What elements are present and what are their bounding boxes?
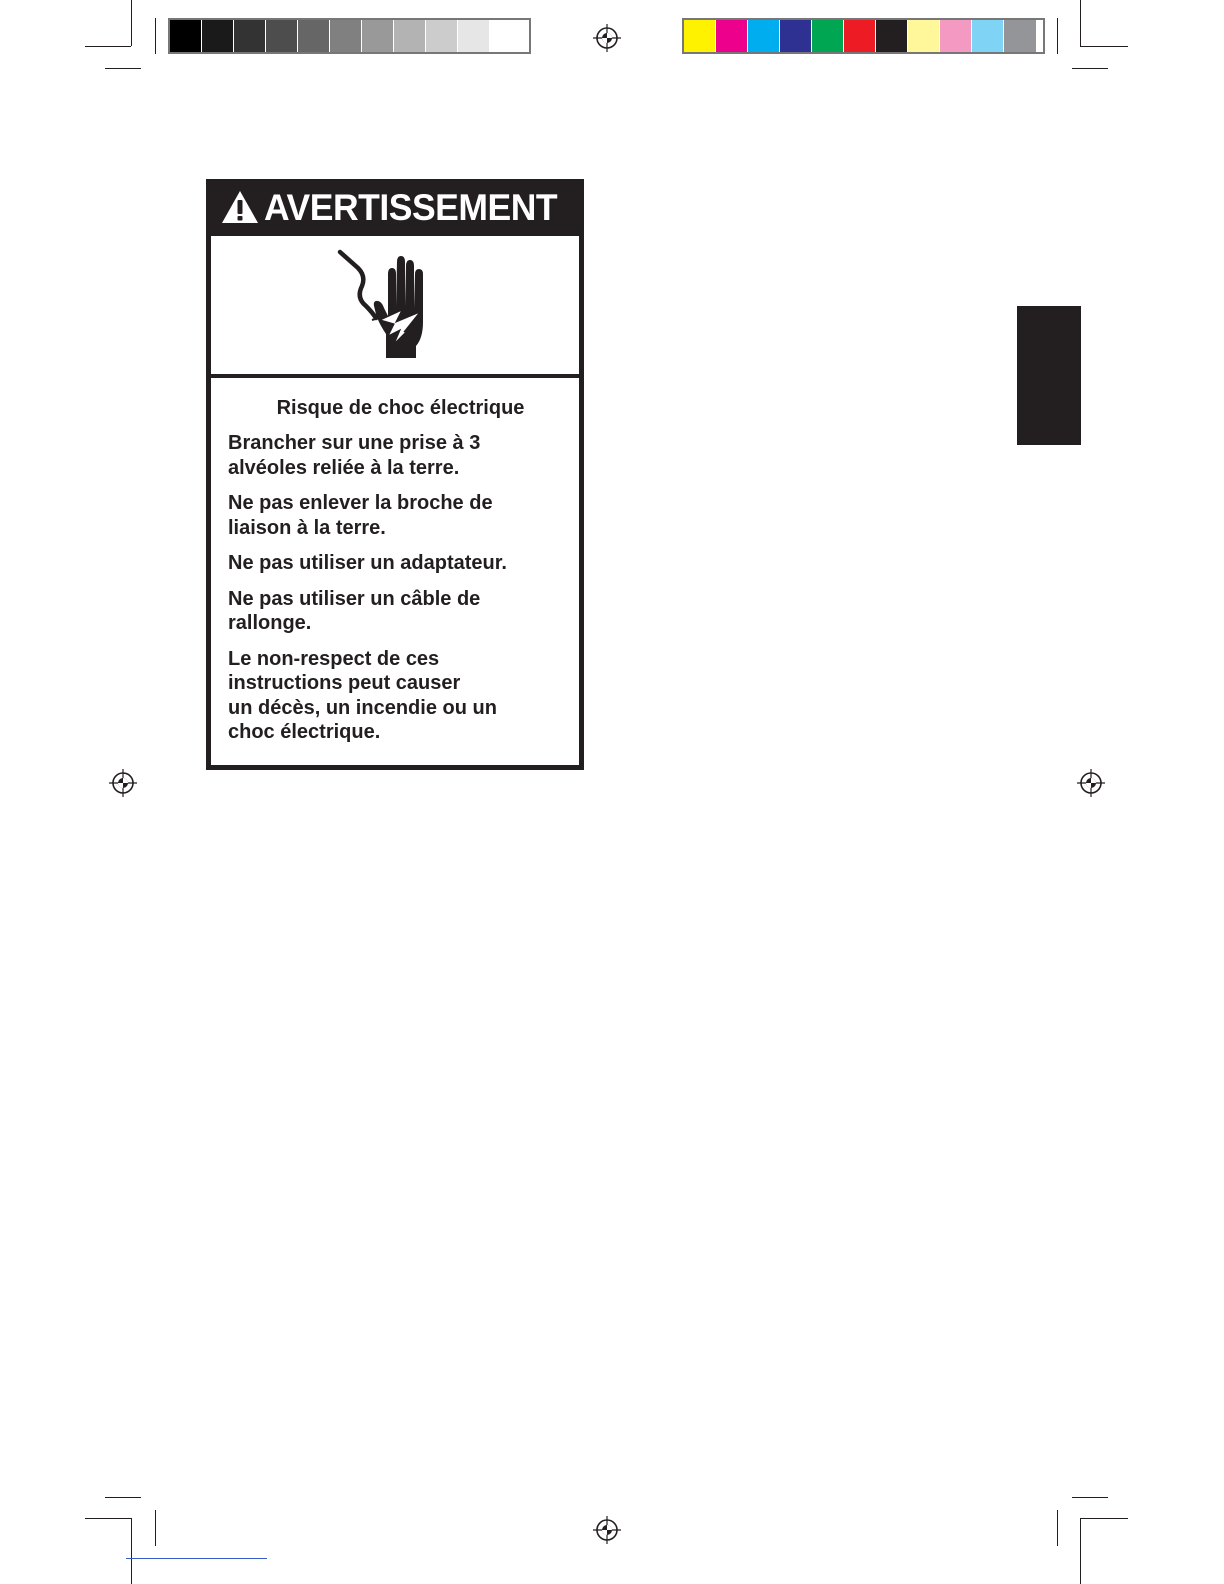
grayscale-calibration-bar (168, 18, 531, 54)
color-swatch (844, 20, 876, 52)
crop-mark (155, 1510, 156, 1546)
color-swatch (362, 20, 394, 52)
warning-paragraph: Brancher sur une prise à 3 alvéoles reliée à la terre. (228, 432, 481, 479)
crop-mark (85, 1518, 131, 1519)
registration-mark-icon (592, 1515, 622, 1545)
warning-header (206, 179, 584, 235)
crop-mark (1080, 46, 1128, 47)
crop-mark (1080, 0, 1081, 46)
electric-shock-hand-icon (336, 248, 446, 360)
crop-mark (105, 1497, 141, 1498)
warning-triangle-icon (220, 189, 260, 225)
color-swatch (972, 20, 1004, 52)
color-swatch (684, 20, 716, 52)
crop-mark (155, 18, 156, 54)
warning-label (206, 179, 584, 770)
warning-paragraph: Le non-respect de ces instructions peut causer un décès, un incendie ou un choc électrique. (228, 647, 497, 743)
crop-mark (131, 0, 132, 46)
color-swatch (490, 20, 522, 52)
hazard-image-panel (211, 236, 579, 374)
warning-text-panel (211, 378, 579, 765)
color-swatch (170, 20, 202, 52)
warning-paragraph: Ne pas utiliser un câble de rallonge. (228, 587, 481, 634)
color-swatch (748, 20, 780, 52)
warning-paragraph: Ne pas utiliser un adaptateur. (228, 552, 507, 574)
color-swatch (426, 20, 458, 52)
crop-mark (1057, 1510, 1058, 1546)
color-swatch (202, 20, 234, 52)
crop-mark (1057, 18, 1058, 54)
color-swatch (908, 20, 940, 52)
color-calibration-bar (682, 18, 1045, 54)
warning-title: AVERTISSEMENT (264, 186, 558, 228)
crop-mark (1080, 1518, 1128, 1519)
color-swatch (876, 20, 908, 52)
crop-mark (131, 1518, 132, 1584)
color-swatch (716, 20, 748, 52)
color-swatch (330, 20, 362, 52)
color-swatch (780, 20, 812, 52)
color-swatch (940, 20, 972, 52)
color-swatch (298, 20, 330, 52)
color-swatch (812, 20, 844, 52)
color-swatch (394, 20, 426, 52)
warning-paragraph: Ne pas enlever la broche de liaison à la terre. (228, 492, 493, 539)
registration-mark-icon (1076, 768, 1106, 798)
registration-mark-icon (592, 23, 622, 53)
risk-heading: Risque de choc électrique (276, 397, 525, 419)
section-tab (1017, 306, 1081, 445)
color-swatch (458, 20, 490, 52)
crop-mark (1080, 1518, 1081, 1584)
crop-mark (1072, 1497, 1108, 1498)
footer-rule (126, 1558, 267, 1559)
color-swatch (266, 20, 298, 52)
crop-mark (105, 68, 141, 69)
registration-mark-icon (108, 768, 138, 798)
color-swatch (1004, 20, 1036, 52)
crop-mark (1072, 68, 1108, 69)
color-swatch (234, 20, 266, 52)
crop-mark (85, 46, 131, 47)
